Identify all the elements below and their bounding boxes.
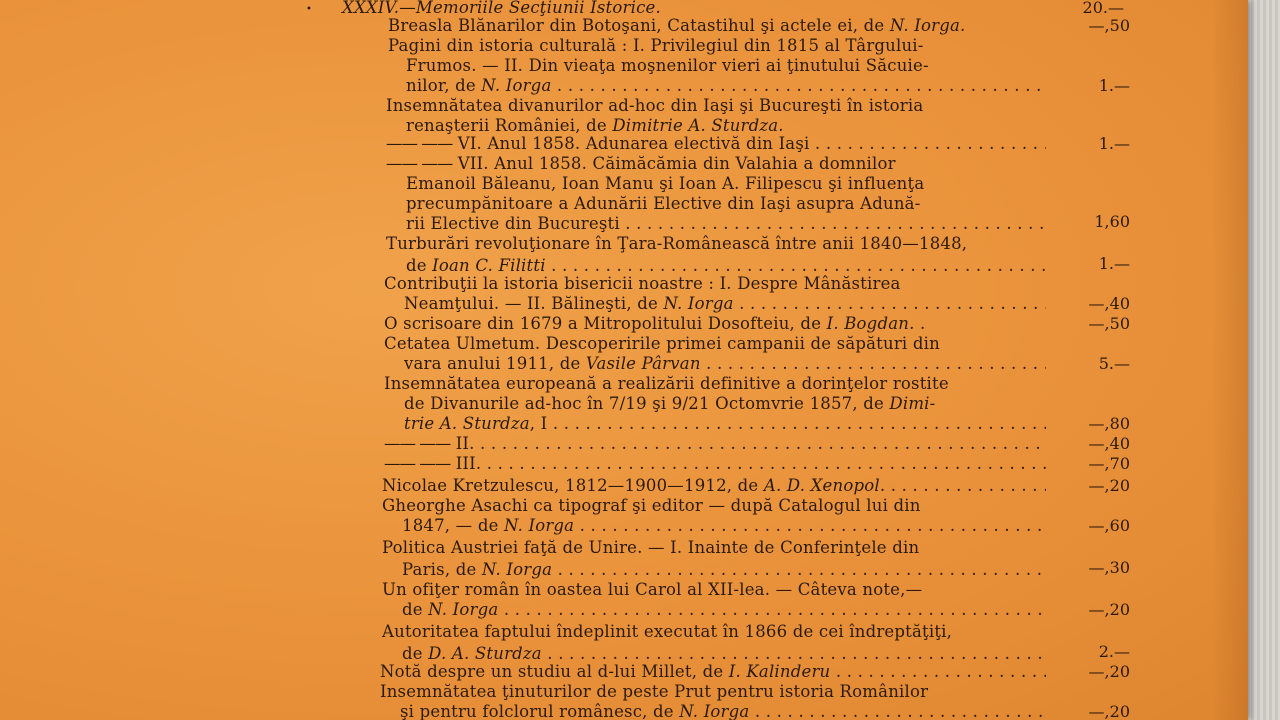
- entry-line: Neamţului. — II. Bălineşti, de N. Iorga . . .: [404, 294, 1046, 314]
- entry-price: —,80: [1088, 414, 1130, 433]
- bullet-mark: •: [306, 4, 312, 15]
- entry-price: —,20: [1088, 476, 1130, 495]
- entry-line: rii Elective din Bucureşti . . .: [406, 214, 1046, 234]
- entry-price: 1,60: [1094, 212, 1130, 231]
- entry-line: Emanoil Băleanu, Ioan Manu şi Ioan A. Filipescu şi influenţa: [406, 174, 925, 193]
- entry-line: Un ofiţer român în oastea lui Carol al XII-lea. — Câteva note,—: [382, 580, 923, 599]
- entry-line: Insemnătatea europeană a realizării definitive a dorinţelor rostite: [384, 374, 949, 393]
- entry-price: 2.—: [1098, 642, 1130, 661]
- entry-line: —— —— II. . . .: [384, 434, 1046, 454]
- entry-price: —,50: [1088, 16, 1130, 35]
- entry-price: —,50: [1088, 314, 1130, 333]
- entry-line: Cetatea Ulmetum. Descoperirile primei campanii de săpături din: [384, 334, 940, 353]
- entry-price: —,60: [1088, 516, 1130, 535]
- entry-line: Notă despre un studiu al d-lui Millet, de I. Kalinderu . . .: [380, 662, 1046, 682]
- entry-price: —,20: [1088, 600, 1130, 619]
- entry-price: 1.—: [1098, 134, 1130, 153]
- entry-line: O scrisoare din 1679 a Mitropolitului Dosofteiu, de I. Bogdan. .: [384, 314, 926, 333]
- entry-price: —,40: [1088, 294, 1130, 313]
- entry-line: Insemnătatea divanurilor ad-hoc din Iaşi şi Bucureşti în istoria: [386, 96, 924, 115]
- entry-line: şi pentru folclorul românesc, de N. Iorga . . .: [400, 702, 1046, 720]
- entry-price: —,70: [1088, 454, 1130, 473]
- entry-line: de N. Iorga . . .: [402, 600, 1046, 620]
- entry-line: Breasla Blănarilor din Botoşani, Catastihul şi actele ei, de N. Iorga.: [388, 16, 966, 35]
- entry-line: 1847, — de N. Iorga . . .: [402, 516, 1046, 536]
- entry-line: precumpănitoare a Adunării Elective din Iaşi asupra Adună-: [406, 194, 921, 213]
- entry-line: Turburări revoluţionare în Ţara-Românească între anii 1840—1848,: [386, 234, 968, 253]
- entry-line: Insemnătatea ţinuturilor de peste Prut pentru istoria Românilor: [380, 682, 929, 701]
- entry-line: Contribuţii la istoria bisericii noastre : I. Despre Mânăstirea: [384, 274, 901, 293]
- entry-line: Gheorghe Asachi ca tipograf şi editor — după Catalogul lui din: [382, 496, 921, 515]
- entry-price: 5.—: [1098, 354, 1130, 373]
- entry-line: Pagini din istoria culturală : I. Privilegiul din 1815 al Târgului-: [388, 36, 924, 55]
- entry-line: renaşterii României, de Dimitrie A. Sturdza.: [406, 116, 784, 135]
- entry-price: 1.—: [1098, 254, 1130, 273]
- entry-line: trie A. Sturdza, I . . .: [404, 414, 1046, 434]
- entry-line: Politica Austriei faţă de Unire. — I. Inainte de Conferinţele din: [382, 538, 920, 557]
- entry-price: —,30: [1088, 558, 1130, 577]
- entry-line: Frumos. — II. Din vieaţa moşnenilor vieri ai ţinutului Săcuie-: [406, 56, 929, 75]
- section-title-text: XXXIV.—Memoriile Secţiunii Istorice.: [342, 0, 661, 17]
- entry-line: Paris, de N. Iorga . . .: [402, 560, 1046, 580]
- entry-price: 1.—: [1098, 76, 1130, 95]
- entry-line: de Ioan C. Filitti . . .: [406, 256, 1046, 276]
- entry-line: Autoritatea faptului îndeplinit executat în 1866 de cei îndreptăţiţi,: [382, 622, 953, 641]
- entry-line: de D. A. Sturdza . . .: [402, 644, 1046, 664]
- section-price: 20.—: [1082, 0, 1124, 17]
- entry-line: de Divanurile ad-hoc în 7/19 şi 9/21 Octomvrie 1857, de Dimi-: [404, 394, 936, 413]
- entry-line: —— —— III. . . .: [384, 454, 1046, 474]
- entry-price: —,40: [1088, 434, 1130, 453]
- entry-price: —,20: [1088, 702, 1130, 720]
- entry-price: —,20: [1088, 662, 1130, 681]
- entry-line: vara anului 1911, de Vasile Pârvan . . .: [404, 354, 1046, 374]
- entry-line: —— —— VI. Anul 1858. Adunarea electivă din Iaşi . . .: [386, 134, 1046, 154]
- entry-line: —— —— VII. Anul 1858. Căimăcămia din Valahia a domnilor: [386, 154, 896, 173]
- entry-line: nilor, de N. Iorga . . .: [406, 76, 1046, 96]
- entry-line: Nicolae Kretzulescu, 1812—1900—1912, de A. D. Xenopol. . . .: [382, 476, 1046, 496]
